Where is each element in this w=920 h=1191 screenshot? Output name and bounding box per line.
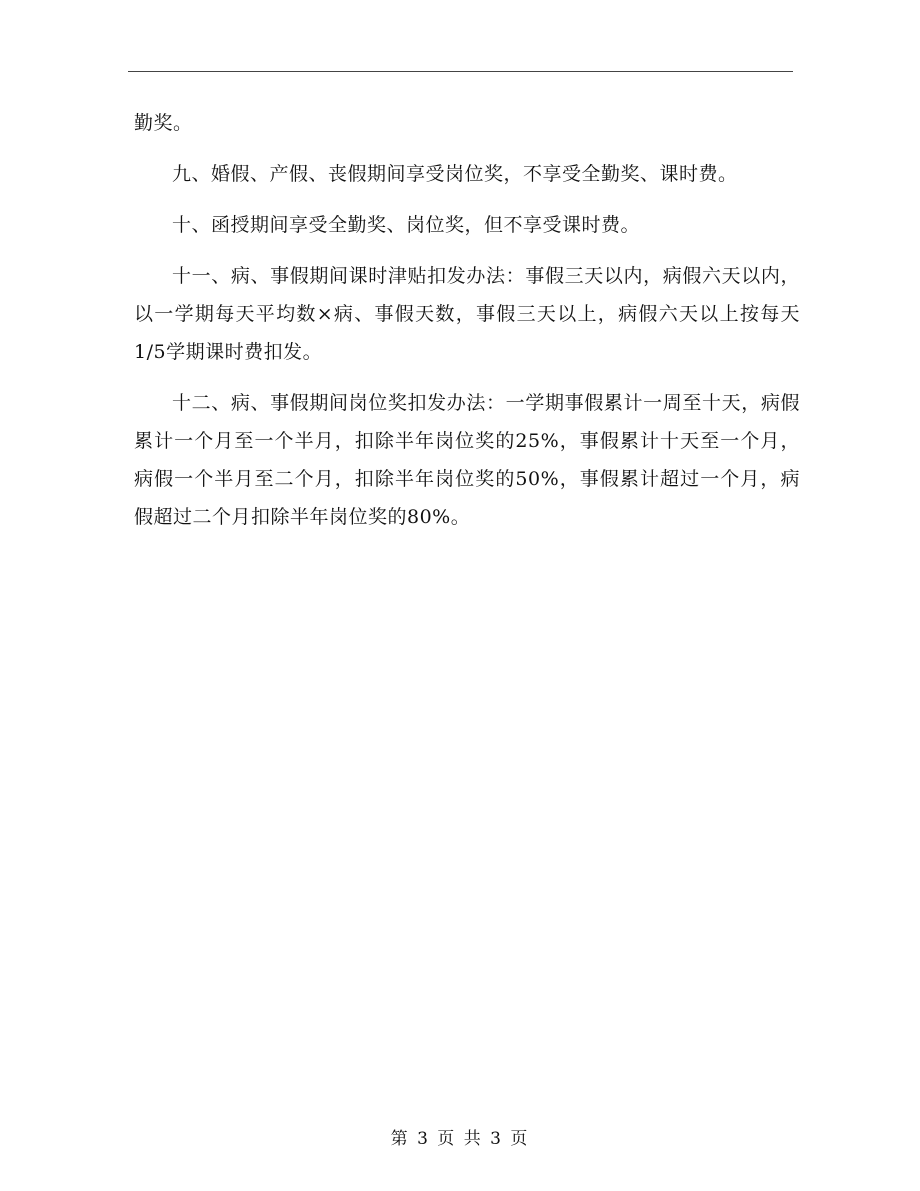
header-rule (128, 71, 793, 72)
document-body (134, 104, 800, 549)
paragraph-continuation: 勤奖。 (134, 112, 193, 134)
page-number-footer: 第 3 页 共 3 页 (390, 1129, 530, 1149)
paragraph-item-9: 九、婚假、产假、丧假期间享受岗位奖，不享受全勤奖、课时费。 (172, 163, 738, 185)
paragraph-item-12: 十二、病、事假期间岗位奖扣发办法：一学期事假累计一周至十天，病假累计一个月至一个半月，扣除半年岗位奖的25%，事假累计十天至一个月，病假一个半月至二个月，扣除半年岗位奖的50%，事假累计超过一个月，病假超过二个月扣除半年岗位奖的80%。 (134, 392, 800, 528)
paragraph-item-10: 十、函授期间享受全勤奖、岗位奖，但不享受课时费。 (172, 214, 641, 236)
paragraph-item-11: 十一、病、事假期间课时津贴扣发办法：事假三天以内，病假六天以内，以一学期每天平均数×病、事假天数，事假三天以上，病假六天以上按每天1/5学期课时费扣发。 (134, 265, 800, 363)
